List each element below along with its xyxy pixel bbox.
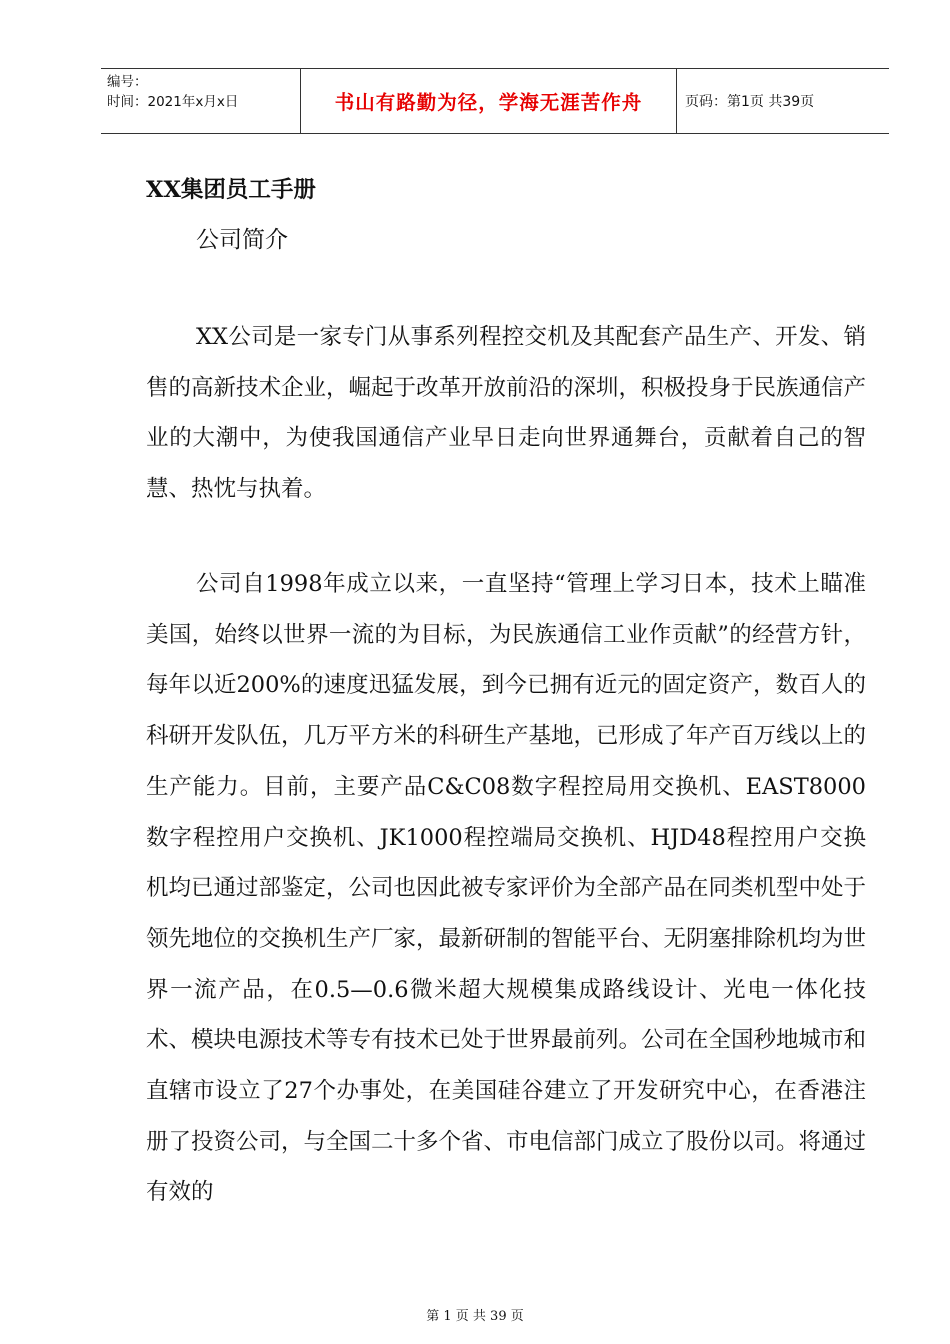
document-header [101, 68, 889, 134]
document-title: XX集团员工手册 [146, 177, 316, 203]
paragraph-history: 公司自1998年成立以来，一直坚持“管理上学习日本，技术上瞄准美国，始终以世界一流的为目标，为民族通信工业作贡献”的经营方针，每年以近200%的速度迅猛发展，到今已拥有近元的固定资产，数百人的科研开发队伍，几万平方米的科研生产基地，已形成了年产百万线以上的生产能力。目前，主要产品C&C08数字程控局用交换机、EAST8000数字程控用户交换机、JK1000程控端局交换机、HJD48程控用户交换机均已通过部鉴定，公司也因此被专家评价为全部产品在同类机型中处于领先地位的交换机生产厂家，最新研制的智能平台、无阴塞排除机均为世界一流产品，在0.5—0.6微米超大规模集成路线设计、光电一体化技术、模块电源技术等专有技术已处于世界最前列。公司在全国秒地城市和直辖市设立了27个办事处，在美国硅谷建立了开发研究中心，在香港注册了投资公司，与全国二十多个省、市电信部门成立了股份以司。将通过有效的 [146, 571, 867, 1206]
header-motto: 书山有路勤为径，学海无涯苦作舟 [301, 69, 677, 133]
header-meta [101, 69, 301, 133]
time-label: 时间：2021年x月x日 [107, 94, 239, 110]
page-footer: 第 1 页 共 39 页 [426, 1309, 524, 1324]
number-label: 编号： [107, 74, 148, 90]
header-page-info: 页码：第1页 共39页 [685, 94, 815, 110]
section-heading: 公司简介 [196, 227, 288, 253]
paragraph-intro: XX公司是一家专门从事系列程控交机及其配套产品生产、开发、销售的高新技术企业，崛起于改革开放前沿的深圳，积极投身于民族通信产业的大潮中，为使我国通信产业早日走向世界通舞台，贡献着自己的智慧、热忱与执着。 [146, 324, 867, 503]
